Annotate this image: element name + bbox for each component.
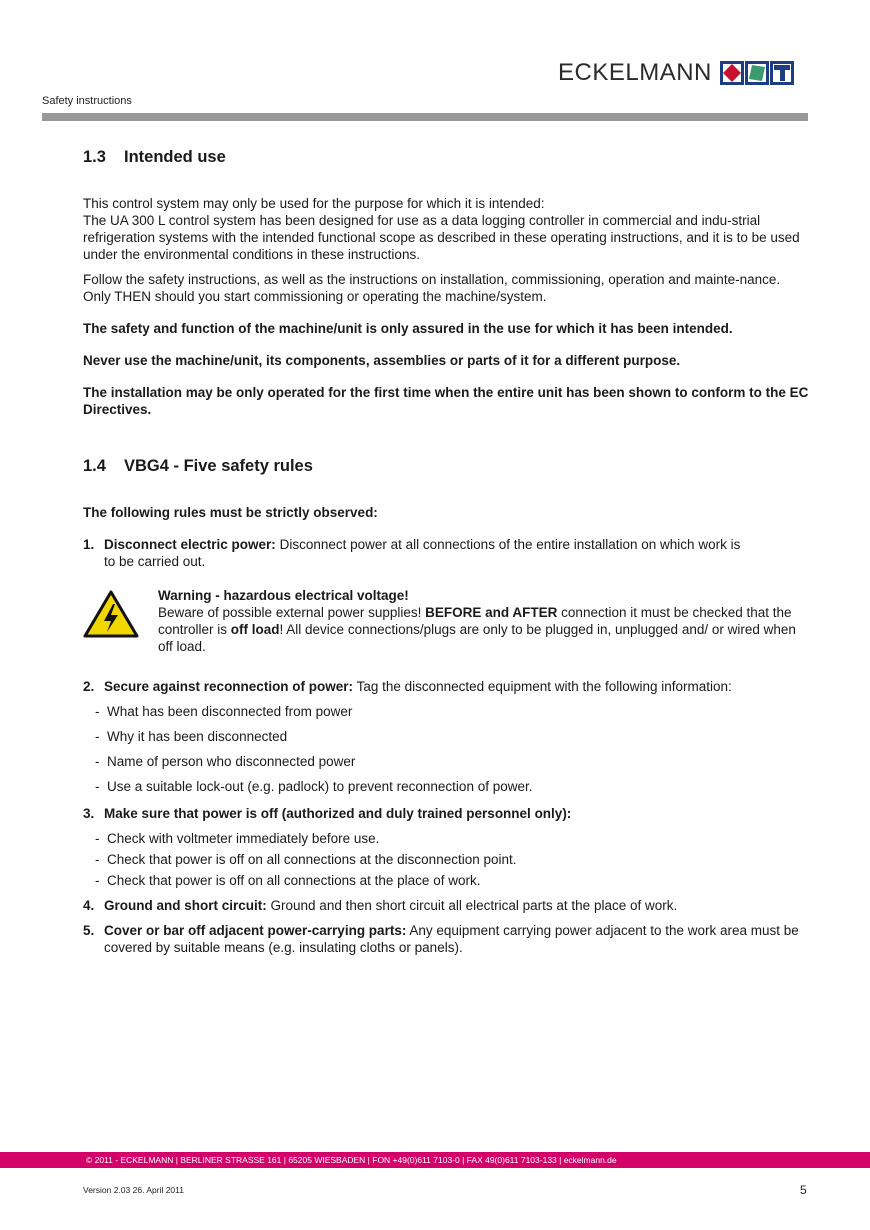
running-head: Safety instructions [42, 95, 132, 107]
rule-item [83, 536, 809, 655]
ec-directives-note: The installation may be only operated for the first time when the entire unit has been shown to conform to the EC Directives. [83, 385, 809, 417]
list-item: - Why it has been disconnected [83, 728, 809, 745]
rule-text [104, 536, 809, 570]
safety-function-note: The safety and function of the machine/unit is only assured in the use for which it has been intended. [83, 321, 733, 336]
warning-text-part: connection it must be checked that the controller is [158, 605, 792, 637]
version-info: Version 2.03 26. April 2011 [83, 1185, 184, 1195]
warning-body [158, 587, 809, 655]
different-purpose-note: Never use the machine/unit, its components, assemblies or parts of it for a different purpose. [83, 353, 681, 368]
intended-use-text: The UA 300 L control system has been designed for use as a data logging controller in commercial and indu-strial refrigeration systems with the intended functional scope as described in these operating instructions, and it is to be used under the environmental conditions in these instructions. [83, 213, 800, 262]
rule-label: Disconnect electric power: [104, 537, 276, 552]
header-divider [42, 113, 808, 121]
eckelmann-logo [558, 58, 795, 88]
list-item: - What has been disconnected from power [83, 703, 809, 720]
rule-description: Tag the disconnected equipment with the following information: [356, 679, 732, 694]
intended-use-line: This control system may only be used for the purpose for which it is intended: [83, 196, 545, 211]
section-title: VBG4 - Five safety rules [124, 457, 313, 475]
list-item: - Name of person who disconnected power [83, 753, 809, 770]
high-voltage-warning-icon [83, 590, 139, 638]
warning-text-part: ! All device connections/plugs are only to be plugged in, unplugged and/ or wired when off load. [158, 622, 796, 654]
rule-item [83, 922, 809, 956]
rule-number: 5. [83, 923, 95, 938]
warning-text [158, 604, 809, 655]
page-number: 5 [800, 1183, 807, 1197]
rule-label: Ground and short circuit: [104, 898, 267, 913]
intended-use-paragraph [83, 195, 809, 263]
section-title: Intended use [124, 148, 226, 166]
logo-wordmark: ECKELMANN [558, 59, 712, 86]
warning-title: Warning - hazardous electrical voltage! [158, 588, 409, 603]
list-item: - Check that power is off on all connections at the place of work. [83, 872, 809, 889]
logo-mark-icon [720, 61, 795, 85]
warning-emphasis: off load [230, 622, 280, 637]
rule-label: Secure against reconnection of power: [104, 679, 354, 694]
rule-label: Make sure that power is off (authorized and duly trained personnel only): [104, 806, 572, 821]
footer-address: © 2011 - ECKELMANN | BERLINER STRASSE 161 | 65205 WIESBADEN | FON +49(0)611 7103-0 | FAX 49(0)611 7103-133 | eckelmann.de [86, 1155, 617, 1165]
section-number: 1.3 [83, 148, 106, 166]
rule-item [83, 678, 809, 795]
list-item: - Use a suitable lock-out (e.g. padlock) to prevent reconnection of power. [83, 778, 809, 795]
tag-info-list [104, 703, 809, 795]
rule-item [83, 897, 809, 914]
rule-item [83, 805, 809, 889]
section-1-4-heading [83, 455, 809, 477]
rule-number: 3. [83, 806, 95, 821]
rules-intro: The following rules must be strictly observed: [83, 505, 378, 520]
page-content [83, 146, 809, 956]
warning-emphasis: BEFORE and AFTER [425, 605, 558, 620]
rule-number: 4. [83, 898, 95, 913]
follow-instructions-paragraph: Follow the safety instructions, as well as the instructions on installation, commissioning, operation and mainte-nance. Only THEN should you start commissioning or operating the machine/system. [83, 272, 781, 304]
rule-description: Disconnect power at all connections of the entire installation on which work is to be carried out. [104, 537, 741, 569]
rule-number: 1. [83, 537, 95, 552]
rule-text [104, 678, 809, 695]
rule-text [104, 897, 809, 914]
logo-green-square-icon [745, 61, 769, 85]
rule-text [104, 922, 809, 956]
safety-rules-list [83, 536, 809, 956]
voltage-warning [83, 587, 809, 655]
logo-red-diamond-icon [720, 61, 744, 85]
section-1-3-heading [83, 146, 809, 168]
power-check-list [104, 830, 809, 889]
logo-blue-t-icon [770, 61, 794, 85]
list-item: - Check with voltmeter immediately before use. [83, 830, 809, 847]
rule-number: 2. [83, 679, 95, 694]
section-number: 1.4 [83, 457, 106, 475]
rule-description: Ground and then short circuit all electrical parts at the place of work. [270, 898, 678, 913]
rule-description: Any equipment carrying power adjacent to the work area must be covered by suitable means (e.g. insulating cloths or panels). [104, 923, 799, 955]
rule-label: Cover or bar off adjacent power-carrying parts: [104, 923, 407, 938]
warning-text-part: Beware of possible external power supplies! [158, 605, 426, 620]
list-item: - Check that power is off on all connections at the disconnection point. [83, 851, 809, 868]
